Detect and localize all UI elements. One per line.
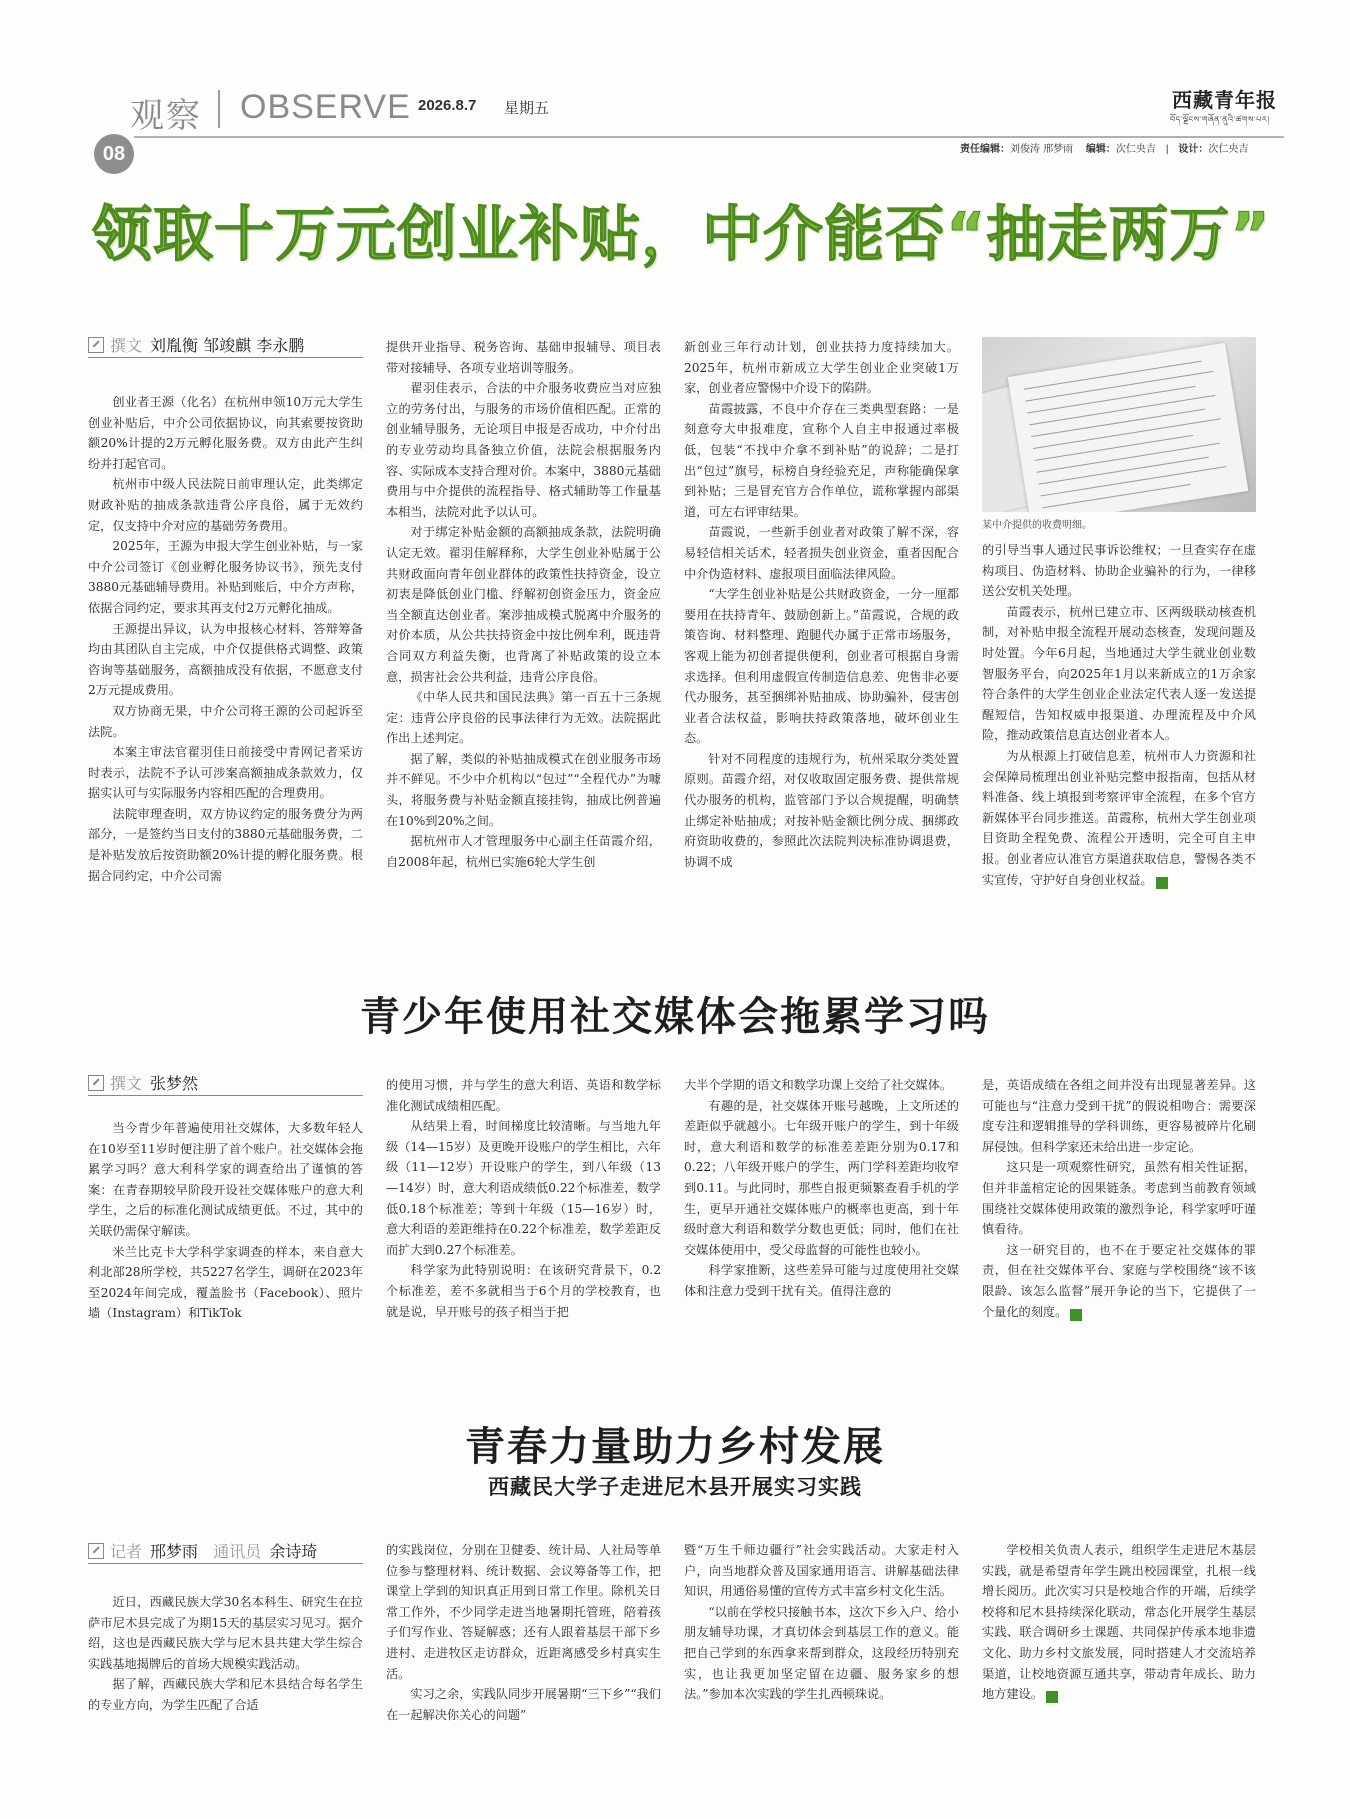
paragraph-text: 这一研究目的，也不在于要定社交媒体的罪责，但在社交媒体平台、家庭与学校围绕“该不该限龄、该怎么监督”展开争论的当下，它提供了一个量化的刻度。: [982, 1242, 1256, 1319]
section-title-cn: 观察: [130, 96, 202, 136]
byline-rule: [88, 1095, 363, 1096]
byline-reporter: 邢梦雨: [150, 1542, 199, 1561]
paragraph: 的使用习惯，并与学生的意大利语、英语和数学标准化测试成绩相匹配。: [386, 1078, 661, 1113]
paragraph: [982, 1240, 1256, 1322]
byline-correspondent: 余诗琦: [269, 1542, 318, 1561]
paragraph-text: 为从根源上打破信息差，杭州市人力资源和社会保障局梳理出创业补贴完整申报指南，包括从材料准备、线上填报到考察评审全流程，在多个官方新媒体平台同步推送。苗霞称，杭州大学生创业项目资助全程免费、流程公开透明，完全可自主申报。创业者应认准官方渠道获取信息，警惕各类不实宣传，守护好自身创业权益。: [982, 748, 1256, 887]
paragraph: 针对不同程度的违规行为，杭州采取分类处置原则。苗霞介绍，对仅收取固定服务费、提供常规代办服务的机构，监管部门予以合规提醒，明确禁止绑定补贴抽成；对按补贴金额比例分成、捆绑政府资助收费的，参照此次法院判决标准协调退费，协调不成: [684, 751, 959, 869]
end-mark-icon: 青: [1156, 877, 1168, 889]
paragraph: 苗霞表示，杭州已建立市、区两级联动核查机制，对补贴申报全流程开展动态核查，发现问题及时处置。今年6月起，当地通过大学生就业创业数智服务平台，向2025年1月以来新成立的1万余家符合条件的大学生创业企业法定代表人逐一发送提醒短信，告知权威申报渠道、办理流程及中介风险，推动政策信息直达创业者本人。: [982, 604, 1256, 743]
paragraph: 大半个学期的语文和数学功课上交给了社交媒体。: [684, 1078, 953, 1092]
article3-column-1: [88, 1592, 363, 1782]
article2-column-2: [386, 1075, 661, 1358]
article1-column-1: [88, 392, 363, 952]
byline-rule: [88, 357, 363, 358]
paragraph: 对于绑定补贴金额的高额抽成条款，法院明确认定无效。翟羽佳解释称，大学生创业补贴属于公共财政面向青年创业群体的政策性扶持资金，设立初衷是降低创业门槛、纾解初创资金压力，资金应当全额直达创业者。案涉抽成模式脱离中介服务的对价本质，从公共扶持资金中按比例牟利，既违背合同双方利益失衡，也背离了补贴政策的设立本意，损害社会公共利益，违背公序良俗。: [386, 525, 661, 684]
article2-byline: [88, 1071, 198, 1094]
issue-weekday: 星期五: [504, 99, 550, 117]
pen-icon: [88, 337, 104, 353]
paragraph: 的实践岗位，分别在卫健委、统计局、人社局等单位参与整理材料、统计数据、会议筹备等工作，把课堂上学到的知识真正用到日常工作里。除机关日常工作外，不少同学走进当地暑期托管班，陪着孩子们写作业、答疑解惑；还有人跟着基层干部下乡进村、走进牧区走访群众，近距离感受乡村真实生活。: [386, 1543, 661, 1681]
paragraph: 当今青少年普遍使用社交媒体，大多数年轻人在10岁至11岁时便注册了首个账户。社交媒体会拖累学习吗？意大利科学家的调查给出了谨慎的答案：在青春期较早阶段开设社交媒体账户的意大利学生，之后的标准化测试成绩更低。不过，其中的关联仍需保守解读。: [88, 1121, 363, 1238]
byline-label-correspondent: 通讯员: [213, 1542, 262, 1561]
issue-date: 2026.8.7: [418, 97, 477, 114]
byline-authors: 刘胤衡 邹竣麒 李永鹏: [150, 336, 305, 355]
paragraph: 《中华人民共和国民法典》第一百五十三条规定：违背公序良俗的民事法律行为无效。法院据此作出上述判定。: [386, 690, 661, 746]
paragraph: 提供开业指导、税务咨询、基础申报辅导、项目表带对接辅导、各项专业培训等服务。: [386, 340, 661, 375]
end-mark-icon: 青: [1046, 1691, 1058, 1703]
paragraph: 近日，西藏民族大学30名本科生、研究生在拉萨市尼木县完成了为期15天的基层实习见习。据介绍，这也是西藏民族大学与尼木县共建大学生综合实践基地揭牌后的首场大规模实践活动。: [88, 1595, 363, 1671]
paragraph: [982, 746, 1256, 890]
article3-column-2: [386, 1540, 661, 1785]
paragraph: 翟羽佳表示，合法的中介服务收费应当对应独立的劳务付出，与服务的市场价值相匹配。正常的创业辅导服务，无论项目申报是否成功，中介付出的专业劳动均具备独立价值，法院会根据服务内容、实际成本支持合理对价。本案中，3880元基础费用与中介提供的流程指导、格式辅助等工作量基本相当，法院对此予以认可。: [386, 381, 661, 519]
article1-column-2: [386, 337, 661, 952]
paragraph: 从结果上看，时间梯度比较清晰。与当地九年级（14—15岁）及更晚开设账户的学生相比，六年级（11—12岁）开设账户的学生，到八年级（13—14岁）时，意大利语成绩低0.22个标准差，数学低0.18个标准差；等到十年级（15—16岁）时，意大利语的差距维持在0.22个标准差，数学差距反而扩大到0.27个标准差。: [386, 1119, 661, 1257]
edit-name: 次仁央吉: [1115, 144, 1156, 155]
paragraph: 据了解，西藏民族大学和尼木县结合每名学生的专业方向，为学生匹配了合适: [88, 1677, 363, 1712]
article2-column-3: [684, 1075, 959, 1358]
editor-label: 责任编辑：: [960, 144, 1010, 155]
article2-column-1: [88, 1118, 363, 1358]
paragraph: 科学家为此特别说明：在该研究背景下，0.2个标准差，差不多就相当于6个月的学校教育，也就是说，早开账号的孩子相当于把: [386, 1263, 661, 1319]
newspaper-logo-tibetan: བོད་ལྗོངས་གཞོན་ནུའི་ཚགས་པར།: [1170, 115, 1270, 124]
paragraph: 创业者王源（化名）在杭州申领10万元大学生创业补贴后，中介公司依据协议，向其索要按资助额20%计提的2万元孵化服务费。双方由此产生纠纷并打起官司。: [88, 395, 363, 471]
design-name: 次仁央吉: [1208, 144, 1249, 155]
paragraph: 双方协商无果，中介公司将王源的公司起诉至法院。: [88, 703, 363, 739]
byline-label-reporter: 记者: [110, 1542, 143, 1561]
paragraph: 据杭州市人才管理服务中心副主任苗霞介绍，自2008年起，杭州已实施6轮大学生创: [386, 834, 661, 869]
byline-authors: 张梦然: [150, 1074, 199, 1093]
paragraph: 法院审理查明，双方协议约定的服务费分为两部分，一是签约当日支付的3880元基础服务费，二是补贴发放后按资助额20%计提的孵化服务费。根据合同约定，中介公司需: [88, 806, 363, 883]
pen-icon: [88, 1075, 104, 1091]
section-title-en: OBSERVE: [240, 88, 411, 126]
article2-headline: 青少年使用社交媒体会拖累学习吗: [360, 993, 990, 1040]
paragraph: 新创业三年行动计划，创业扶持力度持续加大。2025年，杭州市新成立大学生创业企业突破1万家，创业者应警惕中介设下的陷阱。: [684, 340, 959, 396]
paragraph: 2025年，王源为申报大学生创业补贴，与一家中介公司签订《创业孵化服务协议书》，预先支付3880元基础辅导费用。补贴到账后，中介方声称，依据合同约定，要求其再支付2万元孵化抽成。: [88, 539, 363, 615]
article3-byline: [88, 1539, 317, 1562]
paragraph: 苗霞说，一些新手创业者对政策了解不深，容易轻信相关话术，轻者损失创业资金，重者因配合中介伪造材料、虚报项目面临法律风险。: [684, 525, 959, 581]
article3-column-3: [684, 1540, 959, 1785]
section-divider: [218, 90, 220, 128]
article3-subheadline: 西藏民大学子走进尼木县开展实习实践: [488, 1474, 862, 1499]
header-rule: [134, 136, 1284, 138]
edit-label: 编辑：: [1085, 144, 1116, 155]
paragraph: 这只是一项观察性研究，虽然有相关性证据，但并非盖棺定论的因果链条。考虑到当前教育领域围绕社交媒体使用政策的激烈争论，科学家呼吁谨慎看待。: [982, 1160, 1256, 1237]
article1-headline: 领取十万元创业补贴，中介能否“抽走两万”: [92, 200, 1271, 270]
paragraph: 据了解，类似的补贴抽成模式在创业服务市场并不鲜见。不少中介机构以“包过”“全程代办”为噱头，将服务费与补贴金额直接挂钩，抽成比例普遍在10%到20%之间。: [386, 751, 661, 828]
pen-icon: [88, 1543, 104, 1559]
paragraph: “以前在学校只接触书本，这次下乡入户、给小朋友辅导功课，才真切体会到基层工作的意义。能把自己学到的东西拿来帮到群众，这段经历特别充实，也让我更加坚定留在边疆、服务家乡的想法。”参加本次实践的学生扎西顿珠说。: [684, 1604, 959, 1702]
byline-label: 撰文: [110, 336, 143, 355]
article1-column-3: [684, 337, 959, 952]
article1-byline: [88, 333, 304, 356]
byline-label: 撰文: [110, 1074, 143, 1093]
article3-column-4: [982, 1540, 1256, 1785]
editorial-credits: 责任编辑：刘俊涛 邢梦雨 编辑：次仁央吉 | 设计：次仁央吉: [960, 144, 1249, 155]
photo-caption: 某中介提供的收费明细。: [982, 520, 1092, 531]
end-mark-icon: 青: [1070, 1309, 1082, 1321]
article1-column-4: [982, 540, 1256, 952]
paragraph: 实习之余，实践队同步开展暑期“三下乡”“我们在一起解决你关心的问题”: [386, 1687, 661, 1722]
paragraph: 是，英语成绩在各组之间并没有出现显著差异。这可能也与“注意力受到干扰”的假说相吻合：需要深度专注和逻辑推导的学科训练，更容易被碎片化刷屏侵蚀。但科学家还未给出进一步定论。: [982, 1078, 1256, 1154]
paragraph: 杭州市中级人民法院日前审理认定，此类绑定财政补贴的抽成条款违背公序良俗，属于无效约定，仅支持中介对应的基础劳务费用。: [88, 477, 363, 533]
paragraph: [982, 1540, 1256, 1705]
editor-names: 刘俊涛 邢梦雨: [1010, 144, 1074, 155]
byline-rule: [88, 1563, 363, 1564]
paragraph: 的引导当事人通过民事诉讼维权；一旦查实存在虚构项目、伪造材料、协助企业骗补的行为，一律移送公安机关处理。: [982, 543, 1256, 599]
paragraph-text: 学校相关负责人表示，组织学生走进尼木基层实践，就是希望青年学生跳出校园课堂，扎根一线增长阅历。此次实习只是校地合作的开端，后续学校将和尼木县持续深化联动，常态化开展学生基层实践、联合调研乡土课题、共同保护传承本地非遗文化、助力乡村文旅发展，同时搭建人才交流培养渠道，让校地资源互通共享，带动青年成长、助力地方建设。: [982, 1543, 1256, 1702]
paragraph: 米兰比克卡大学科学家调查的样本，来自意大利北部28所学校，共5227名学生，调研在2023年至2024年间完成，覆盖脸书（Facebook）、照片墙（Instagram）和TikTok: [88, 1244, 363, 1321]
paragraph: 科学家推断，这些差异可能与过度使用社交媒体和注意力受到干扰有关。值得注意的: [684, 1263, 959, 1298]
paragraph: 王源提出异议，认为申报核心材料、答辩筹备均由其团队自主完成，中介仅提供格式调整、政策咨询等基础服务，高额抽成没有依据，不愿意支付2万元提成费用。: [88, 621, 363, 698]
paragraph: 暨“万生千师边疆行”社会实践活动。大家走村入户，向当地群众普及国家通用语言、讲解基础法律知识，用通俗易懂的宣传方式丰富乡村文化生活。: [684, 1543, 959, 1599]
newspaper-logo: 西藏青年报: [1172, 88, 1277, 112]
paragraph: “大学生创业补贴是公共财政资金，一分一厘都要用在扶持青年、鼓励创新上。”苗霞说，合规的政策咨询、材料整理、跑腿代办属于正常市场服务，客观上能为初创者提供便利，创业者可根据自身需求选择。但利用虚假宣传制造信息差、兜售非必要代办服务，甚至捆绑补贴抽成、协助骗补，侵害创业者合法权益，影响扶持政策落地，破坏创业生态。: [684, 587, 959, 746]
page-number: 08: [94, 134, 134, 174]
paragraph: 本案主审法官翟羽佳日前接受中青网记者采访时表示，法院不予认可涉案高额抽成条款效力，仅据实认可与实际服务内容相匹配的合理费用。: [88, 745, 363, 801]
article2-column-4: [982, 1075, 1256, 1358]
article3-headline: 青春力量助力乡村发展: [465, 1424, 885, 1470]
fee-details-photo: [982, 337, 1256, 512]
paragraph: 有趣的是，社交媒体开账号越晚，上文所述的差距似乎就越小。七年级开账户的学生，到十年级时，意大利语和数学的标准差差距分别为0.17和0.22；八年级开账户的学生，两门学科差距均收窄到0.11。与此同时，那些自报更频繁查看手机的学生，更早开通社交媒体账户的概率也更高，到十年级时意大利语和数学分数也更低；同时，他们在社交媒体使用中，受父母监督的可能性也较小。: [684, 1098, 959, 1257]
paragraph: 苗霞披露，不良中介存在三类典型套路：一是刻意夸大申报难度，宣称个人自主申报通过率极低，包装“不找中介拿不到补贴”的说辞；二是打出“包过”旗号，标榜自身经验充足，声称能确保拿到补贴；三是冒充官方合作单位，谎称掌握内部渠道，可左右评审结果。: [684, 401, 959, 519]
design-label: 设计：: [1178, 144, 1209, 155]
